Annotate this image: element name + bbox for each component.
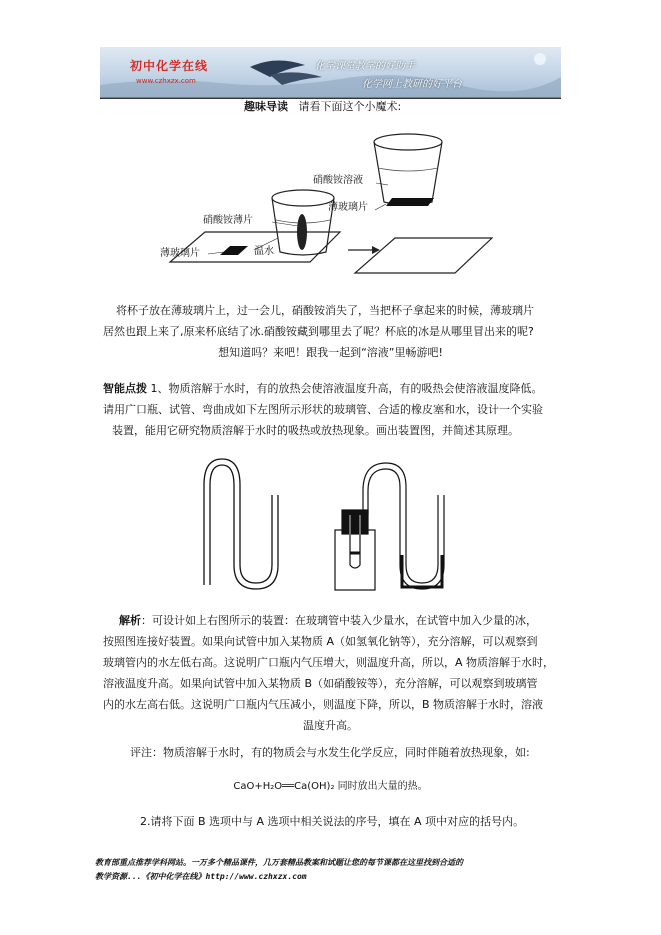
section-2-line-2: 请用广口瓶、试管、弯曲成如下左图所示形状的玻璃管、合适的橡皮塞和水，设计一个实验	[103, 403, 543, 416]
brand-logo-text: 初中化学在线	[130, 59, 209, 73]
plate-stuck-to-cup	[386, 198, 434, 206]
cup-right	[374, 142, 442, 205]
analysis-line-1: 解析：可设计如上右图所示的装置：在玻璃管中装入少量水，在试管中加入少量的冰，	[119, 614, 537, 627]
comment-equation: CaO+H₂O══Ca(OH)₂ 同时放出大量的热。	[233, 781, 428, 792]
section-2-line-3: 装置，能用它研究物质溶解于水时的吸热或放热现象。画出装置图，并简述其原理。	[112, 424, 519, 437]
flask-apparatus	[335, 463, 444, 590]
glass-plate-right	[355, 238, 492, 273]
left-bent-tube	[204, 459, 278, 589]
analysis-line-5: 内的水左高右低。这说明广口瓶内气压减小，则温度下降，所以，B 物质溶解于水时，溶液	[103, 698, 544, 711]
analysis-heading: 解析	[119, 614, 141, 627]
intro-line	[244, 96, 401, 118]
label-ammonium-nitrate-flake: 硝酸铵薄片	[203, 215, 253, 226]
section-2-heading: 智能点拨	[103, 382, 147, 395]
label-glass-plate-top: 薄玻璃片	[328, 202, 368, 213]
paragraph-1-line-3: 想知道吗？来吧！跟我一起到“溶液”里畅游吧!	[218, 346, 443, 359]
intro-prompt: 请看下面这个小魔术:	[298, 100, 402, 113]
ammonium-nitrate-flake	[297, 214, 307, 250]
analysis-line-6: 温度升高。	[303, 719, 358, 732]
analysis-line-2: 按照图连接好装置。如果向试管中加入某物质 A（如氢氧化钠等），充分溶解，可以观察到	[103, 635, 538, 648]
banner-slogan-2: 化学网上教研的好平台	[362, 79, 462, 90]
analysis-line-3: 玻璃管内的水左低右高。这说明广口瓶内气压增大，则温度升高，所以，A 物质溶解于水时，	[103, 656, 555, 669]
brand-url: www.czhxzx.com	[136, 77, 196, 85]
banner-slogan-1: 化学课堂教学的好助手	[315, 61, 415, 72]
black-flake	[220, 246, 248, 255]
u-tube-apparatus-figure	[200, 455, 470, 595]
section-2-line-1: 智能点拨 1、物质溶解于水时，有的放热会使溶液温度升高，有的吸热会使溶液温度降低。	[103, 382, 543, 395]
footer-line-1: 教育部重点推荐学科网站。一万多个精品课件，几万套精品教案和试题让您的每节课都在这里找到合适的	[95, 858, 463, 867]
label-warm-water: 温水	[254, 246, 274, 257]
paragraph-1-line-1: 将杯子放在薄玻璃片上，过一会儿，硝酸铵消失了，当把杯子拿起来的时候，薄玻璃片	[116, 304, 534, 317]
paragraph-1-line-2: 居然也跟上来了,原来杯底结了冰.硝酸铵藏到哪里去了呢？杯底的冰是从哪里冒出来的呢?	[103, 325, 534, 338]
question-2-line: 2.请将下面 B 选项中与 A 选项中相关说法的序号，填在 A 项中对应的括号内。	[140, 815, 525, 828]
label-glass-plate-bottom: 薄玻璃片	[160, 248, 200, 259]
page-footer	[95, 856, 570, 884]
comment-line: 评注：物质溶解于水时，有的物质会与水发生化学反应，同时伴随着放热现象，如:	[130, 746, 530, 759]
footer-line-2: 教学资源...《初中化学在线》http://www.czhxzx.com	[95, 872, 307, 881]
intro-heading: 趣味导读	[244, 100, 288, 113]
label-ammonium-nitrate-solution: 硝酸铵溶液	[313, 175, 363, 186]
analysis-line-4: 溶液温度升高。如果向试管中加入某物质 B（如硝酸铵等），充分溶解，可以观察到玻璃管	[103, 677, 538, 690]
site-banner	[100, 47, 561, 98]
magic-trick-figure	[150, 130, 500, 275]
